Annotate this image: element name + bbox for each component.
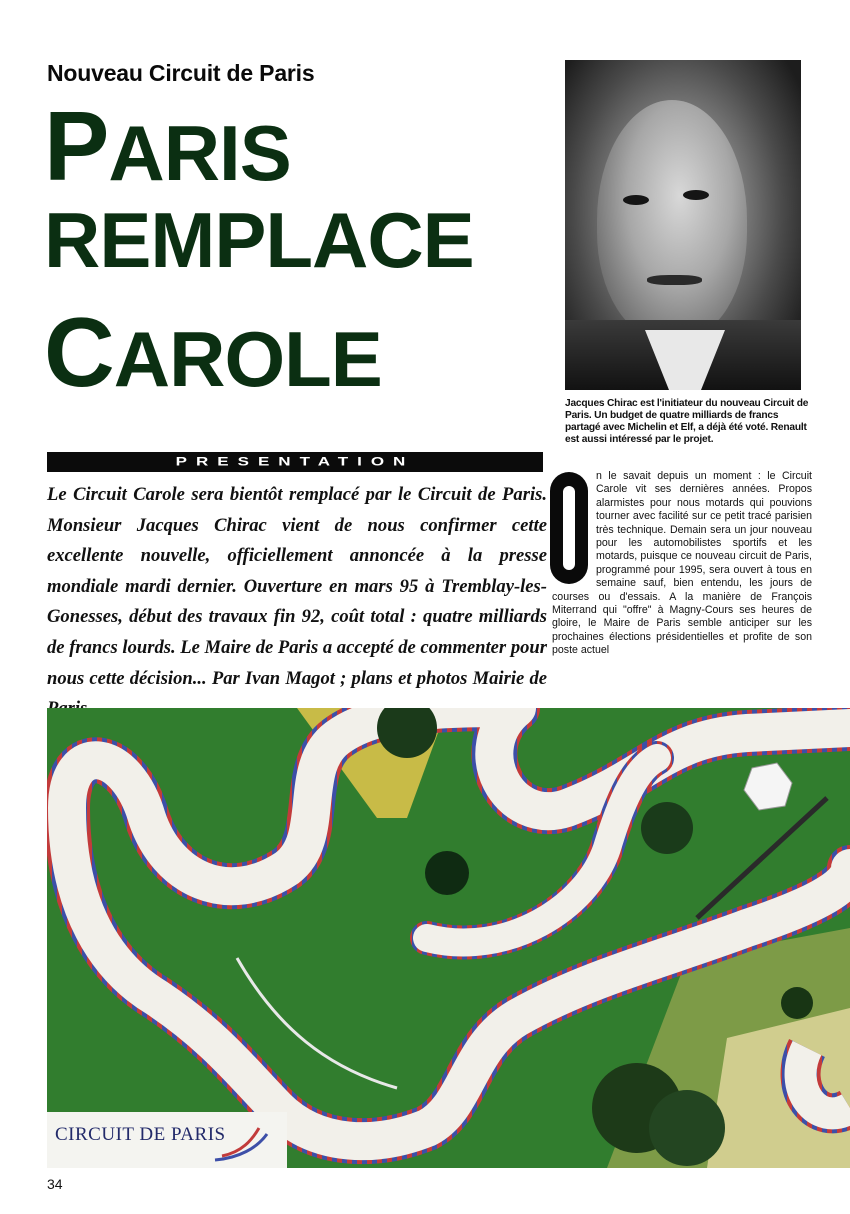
circuit-map	[47, 708, 850, 1168]
headline-line-2: REMPLACE	[44, 196, 474, 284]
intro-paragraph: Le Circuit Carole sera bientôt remplacé par le Circuit de Paris. Monsieur Jacques Chirac vient de nous confirmer cette excellente nouvelle, officiellement annoncée à la presse mondiale mardi dernier. Ouverture en mars 95 à Tremblay-les-Gonesses, début des travaux fin 92, coût total : quatre milliards de francs lourds. Le Maire de Paris a accepté de commenter pour nous cette décision... Par Ivan Magot ; plans et photos Mairie de	[47, 484, 547, 689]
photo-caption: Jacques Chirac est l'initiateur du nouveau Circuit de Paris. Un budget de quatre milliards de francs partagé avec Michelin et Elf, a déjà été voté. Renault est aussi intéressé par le projet.	[565, 398, 809, 445]
section-banner: PRESENTATION	[47, 452, 543, 472]
headline	[44, 91, 564, 409]
body-column: n le savait depuis un moment : le Circuit Carole vit ses dernières années. Propos alarmistes pour nous motards qui pouvions tourner avec facilité sur ce petit tracé parisien très technique. Demain sera un jour nouveau pour les automobilistes sportifs et les motards, puisque ce nouveau circuit de Paris, programmé pour 1995, sera ouvert à tous en semaine sauf, bien entendu, les jours de courses ou d'essais. A la manière de François Miterrand qui "offre" à Magny-Cours ses heures de gloire, le Maire de Paris semble anticiper sur les prochaines élections présidentielles et profite de son poste actuel	[552, 470, 812, 657]
section-kicker: Nouveau Circuit de Paris	[47, 60, 315, 86]
page-number: 34	[47, 1176, 63, 1192]
headline-line-1: PARIS	[44, 91, 291, 201]
logo-swoosh-icon	[47, 1112, 287, 1168]
circuit-de-paris-logo: CIRCUIT DE PARIS	[47, 1112, 287, 1168]
portrait-head	[597, 100, 747, 340]
drop-cap-o	[550, 472, 588, 584]
portrait-photo	[565, 60, 801, 390]
headline-line-3: CAROLE	[44, 297, 382, 407]
circuit-plan-illustration	[47, 708, 850, 1168]
